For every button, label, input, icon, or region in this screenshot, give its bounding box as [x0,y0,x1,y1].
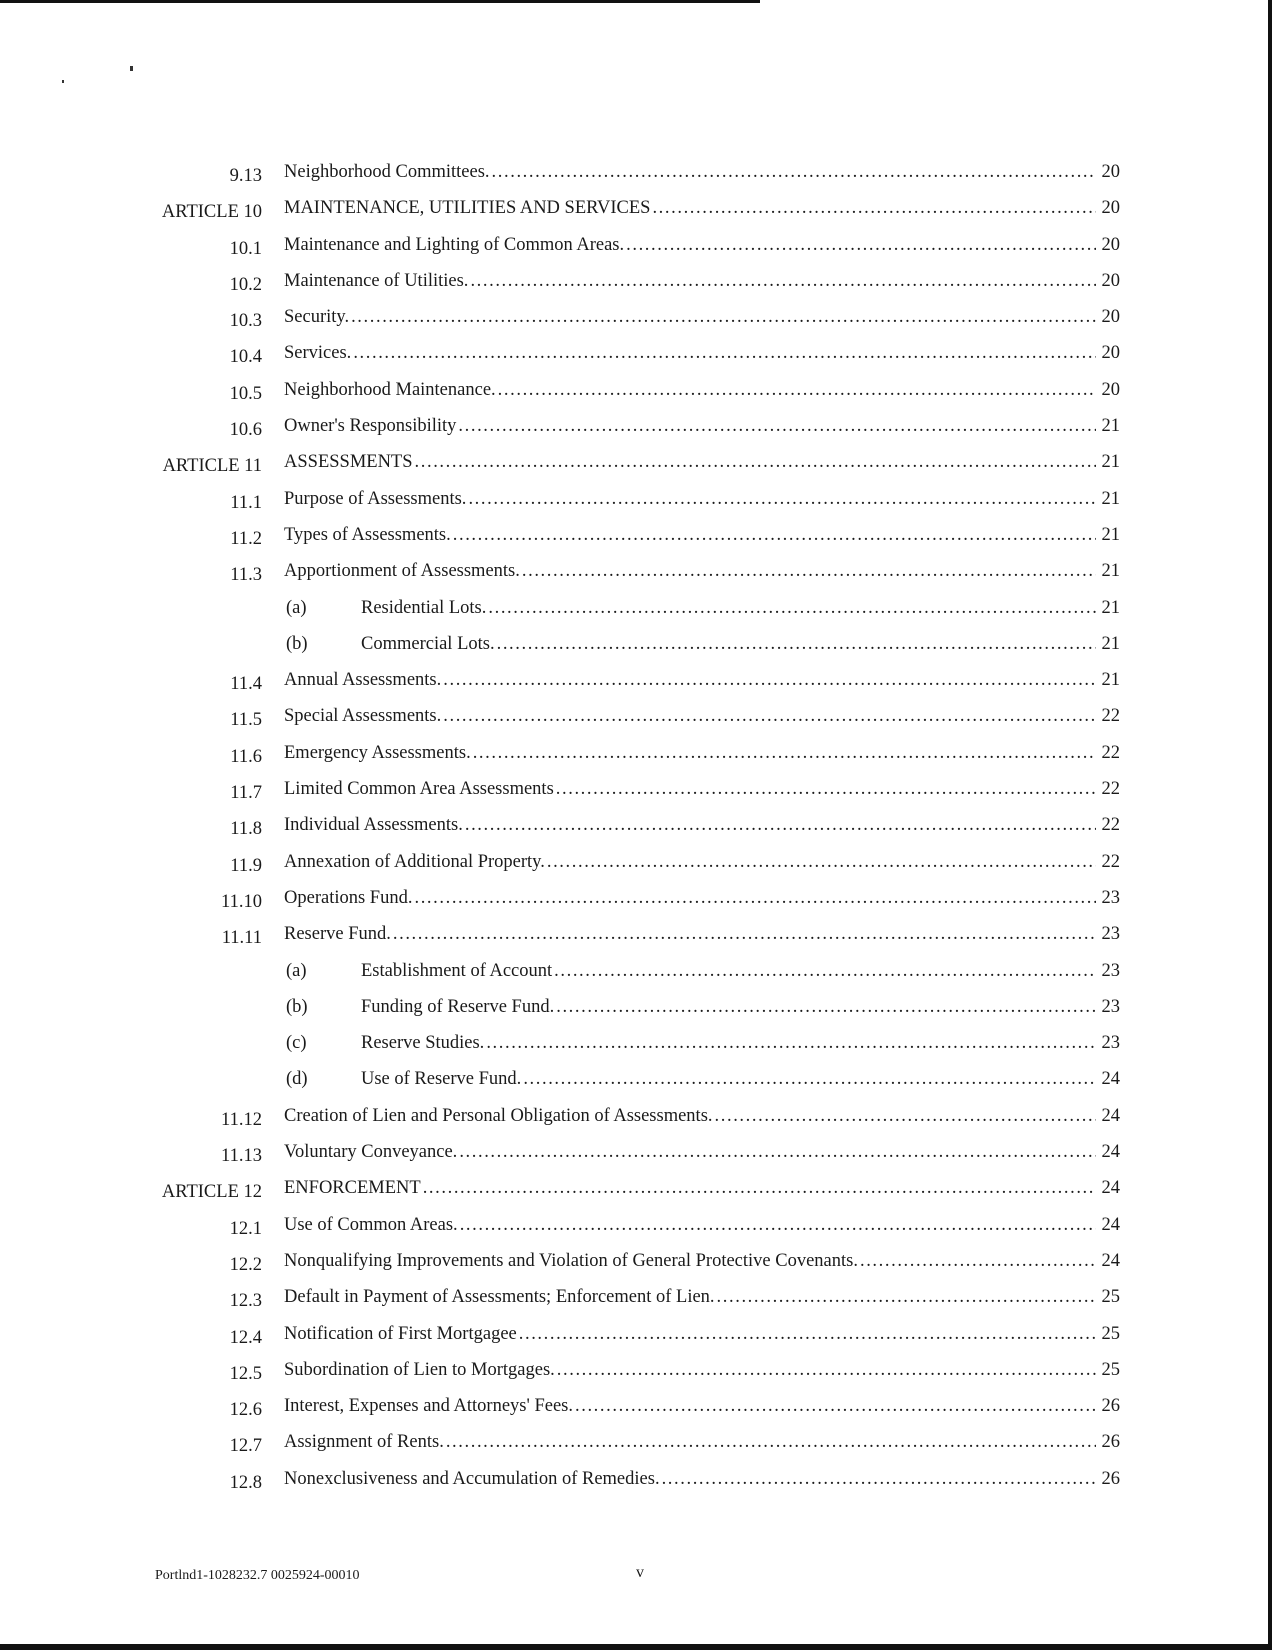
toc-entry-title: Use of Reserve Fund. [361,1069,522,1090]
toc-entry [120,378,1120,414]
toc-entry [120,269,1120,305]
toc-section-number: 10.6 [229,420,262,441]
toc-entry [120,1031,1120,1067]
toc-page-number: 21 [1101,488,1120,509]
toc-entry [120,777,1120,813]
toc-page-number: 22 [1101,851,1120,872]
toc-entry-title: Special Assessments. [284,706,442,727]
toc-section-number: 12.1 [229,1218,262,1239]
toc-entry [120,922,1120,958]
toc-page-number: 21 [1101,561,1120,582]
toc-entry-title: ENFORCEMENT [284,1178,421,1199]
toc-entry [120,704,1120,740]
toc-page-number: 26 [1101,1468,1120,1489]
toc-entry-title: Funding of Reserve Fund. [361,996,555,1017]
toc-dot-leader [468,487,1096,511]
toc-page-number: 25 [1101,1287,1120,1308]
toc-page-number: 23 [1101,996,1120,1017]
toc-entry-title: Security. [284,307,350,328]
toc-entry [120,559,1120,595]
toc-page-number: 22 [1101,779,1120,800]
toc-entry [120,1467,1120,1503]
toc-dot-leader [453,523,1096,547]
toc-entry [120,1430,1120,1466]
toc-entry [120,632,1120,668]
toc-entry [120,959,1120,995]
scan-speck [130,66,133,71]
toc-page-number: 25 [1101,1323,1120,1344]
toc-dot-leader [414,886,1096,910]
toc-section-number: 11.12 [221,1109,262,1130]
toc-page-number: 23 [1101,960,1120,981]
toc-section-number: 10.4 [229,347,262,368]
toc-dot-leader [473,741,1096,765]
toc-section-number: 12.2 [229,1254,262,1275]
toc-section-number: 10.3 [229,311,262,332]
toc-entry-title: Owner's Responsibility [284,416,457,437]
toc-page-number: 26 [1101,1396,1120,1417]
toc-dot-leader [470,269,1096,293]
toc-entry [120,995,1120,1031]
toc-page-number: 24 [1101,1250,1120,1271]
toc-section-number: 11.11 [221,928,262,949]
toc-page-number: 24 [1101,1178,1120,1199]
toc-page-number: 21 [1101,597,1120,618]
toc-entry-title: Reserve Fund. [284,924,391,945]
toc-entry [120,1358,1120,1394]
toc-entry-title: Nonqualifying Improvements and Violation of General Protective Covenants. [284,1250,858,1271]
toc-entry-title: Maintenance of Utilities. [284,270,469,291]
toc-section-number: 12.5 [229,1363,262,1384]
toc-entry [120,160,1120,196]
toc-entry-title: Assignment of Rents. [284,1432,444,1453]
toc-entry [120,1104,1120,1140]
toc-entry-title: Purpose of Assessments. [284,488,467,509]
toc-entry [120,1249,1120,1285]
toc-dot-leader [465,813,1096,837]
toc-subsection-label: (d) [286,1069,308,1090]
toc-section-number: 12.3 [229,1291,262,1312]
toc-section-number: 11.3 [230,565,262,586]
toc-entry-title: Commercial Lots. [361,633,495,654]
toc-page-number: 21 [1101,670,1120,691]
toc-entry-title: Residential Lots. [361,597,487,618]
toc-section-number: 12.6 [229,1400,262,1421]
toc-page-number: 20 [1101,234,1120,255]
toc-section-number: 11.7 [230,783,262,804]
toc-dot-leader [498,378,1096,402]
toc-entry [120,414,1120,450]
toc-entry-title: Notification of First Mortgagee [284,1323,517,1344]
scan-edge-right [1268,0,1272,1650]
toc-entry-title: Nonexclusiveness and Accumulation of Remedies. [284,1468,660,1489]
toc-entry [120,450,1120,486]
toc-entry-title: Voluntary Conveyance. [284,1142,458,1163]
toc-entry-title: Creation of Lien and Personal Obligation of Assessments. [284,1105,713,1126]
toc-page-number: 21 [1101,524,1120,545]
toc-entry-title: Emergency Assessments. [284,742,471,763]
toc-entry [120,1176,1120,1212]
toc-entry-title: ASSESSMENTS [284,452,413,473]
toc-dot-leader [547,850,1096,874]
table-of-contents [120,160,1120,1503]
toc-dot-leader [860,1249,1096,1273]
toc-entry-title: Establishment of Account [361,960,553,981]
toc-dot-leader [486,1031,1096,1055]
toc-entry-title: MAINTENANCE, UTILITIES AND SERVICES [284,198,651,219]
toc-section-number: 10.1 [229,238,262,259]
toc-entry-title: Annual Assessments. [284,670,442,691]
toc-subsection-label: (a) [286,597,307,618]
toc-entry-title: Services. [284,343,352,364]
toc-dot-leader [662,1467,1096,1491]
toc-section-number: 11.4 [230,674,262,695]
toc-dot-leader [519,1322,1096,1346]
toc-dot-leader [557,1358,1096,1382]
toc-entry-title: Operations Fund. [284,887,413,908]
toc-entry-title: Neighborhood Maintenance. [284,379,496,400]
toc-section-number: 11.13 [221,1146,262,1167]
toc-subsection-label: (a) [286,960,307,981]
toc-entry [120,233,1120,269]
footer-page-numeral: v [636,1564,644,1581]
toc-section-number: 11.10 [221,891,262,912]
toc-page-number: 25 [1101,1359,1120,1380]
toc-entry-title: Default in Payment of Assessments; Enforcement of Lien. [284,1287,715,1308]
toc-entry [120,813,1120,849]
toc-article-number: ARTICLE 10 [161,202,262,223]
toc-dot-leader [488,596,1096,620]
toc-page-number: 20 [1101,379,1120,400]
toc-page-number: 23 [1101,887,1120,908]
toc-page-number: 22 [1101,706,1120,727]
toc-dot-leader [423,1176,1096,1200]
toc-article-number: ARTICLE 11 [162,456,262,477]
toc-page-number: 22 [1101,815,1120,836]
toc-dot-leader [523,1067,1096,1091]
toc-entry [120,1140,1120,1176]
toc-dot-leader [415,450,1096,474]
toc-entry [120,196,1120,232]
toc-entry [120,305,1120,341]
toc-section-number: 11.9 [230,855,262,876]
toc-page-number: 21 [1101,633,1120,654]
toc-subsection-label: (b) [286,633,308,654]
toc-dot-leader [443,668,1096,692]
toc-page-number: 24 [1101,1142,1120,1163]
toc-article-number: ARTICLE 12 [161,1182,262,1203]
toc-dot-leader [353,341,1096,365]
toc-dot-leader [575,1394,1096,1418]
toc-dot-leader [715,1104,1096,1128]
toc-entry [120,850,1120,886]
toc-entry-title: Annexation of Additional Property. [284,851,545,872]
toc-entry-title: Apportionment of Assessments. [284,561,520,582]
toc-dot-leader [459,1140,1096,1164]
toc-entry-title: Maintenance and Lighting of Common Areas. [284,234,625,255]
toc-page-number: 20 [1101,307,1120,328]
toc-page-number: 24 [1101,1069,1120,1090]
toc-section-number: 11.2 [230,528,262,549]
toc-entry-title: Use of Common Areas. [284,1214,458,1235]
toc-section-number: 10.5 [229,383,262,404]
toc-page-number: 21 [1101,452,1120,473]
toc-entry-title: Individual Assessments. [284,815,463,836]
toc-entry [120,596,1120,632]
toc-dot-leader [554,959,1096,983]
toc-dot-leader [492,160,1096,184]
toc-section-number: 12.4 [229,1327,262,1348]
toc-entry [120,1322,1120,1358]
toc-dot-leader [717,1285,1096,1309]
toc-page-number: 26 [1101,1432,1120,1453]
toc-entry [120,487,1120,523]
toc-page-number: 24 [1101,1105,1120,1126]
toc-dot-leader [446,1430,1096,1454]
toc-dot-leader [556,995,1096,1019]
toc-entry-title: Types of Assessments. [284,524,451,545]
toc-entry [120,1213,1120,1249]
toc-page-number: 20 [1101,162,1120,182]
toc-dot-leader [652,196,1096,220]
toc-dot-leader [393,922,1096,946]
toc-page-number: 21 [1101,416,1120,437]
toc-section-number: 11.6 [230,746,262,767]
toc-entry [120,668,1120,704]
toc-dot-leader [626,233,1096,257]
toc-section-number: 12.7 [229,1436,262,1457]
toc-entry [120,341,1120,377]
toc-entry [120,741,1120,777]
toc-entry [120,1285,1120,1321]
footer-document-id: Portlnd1-1028232.7 0025924-00010 [155,1568,360,1583]
toc-entry [120,886,1120,922]
toc-section-number: 12.8 [229,1472,262,1493]
toc-entry-title: Interest, Expenses and Attorneys' Fees. [284,1396,573,1417]
scan-speck [62,80,64,83]
toc-dot-leader [443,704,1096,728]
toc-dot-leader [458,414,1096,438]
toc-entry [120,1394,1120,1430]
toc-page-number: 23 [1101,1033,1120,1054]
toc-subsection-label: (b) [286,996,308,1017]
toc-entry-title: Reserve Studies. [361,1033,485,1054]
toc-dot-leader [497,632,1096,656]
toc-page-number: 22 [1101,742,1120,763]
toc-page-number: 23 [1101,924,1120,945]
toc-section-number: 9.13 [229,166,262,186]
toc-page-number: 24 [1101,1214,1120,1235]
toc-page-number: 20 [1101,198,1120,219]
toc-entry-title: Subordination of Lien to Mortgages. [284,1359,555,1380]
toc-entry-title: Limited Common Area Assessments [284,779,554,800]
toc-dot-leader [522,559,1096,583]
toc-section-number: 11.5 [230,710,262,731]
toc-entry [120,523,1120,559]
toc-entry-title: Neighborhood Committees. [284,162,490,182]
scan-edge-top [0,0,760,3]
toc-section-number: 11.1 [230,492,262,513]
toc-dot-leader [556,777,1096,801]
scan-edge-bottom [0,1644,1272,1650]
toc-subsection-label: (c) [286,1033,307,1054]
toc-dot-leader [460,1213,1096,1237]
toc-page-number: 20 [1101,270,1120,291]
toc-page-number: 20 [1101,343,1120,364]
toc-entry [120,1067,1120,1103]
toc-dot-leader [351,305,1096,329]
toc-section-number: 10.2 [229,274,262,295]
toc-section-number: 11.8 [230,819,262,840]
